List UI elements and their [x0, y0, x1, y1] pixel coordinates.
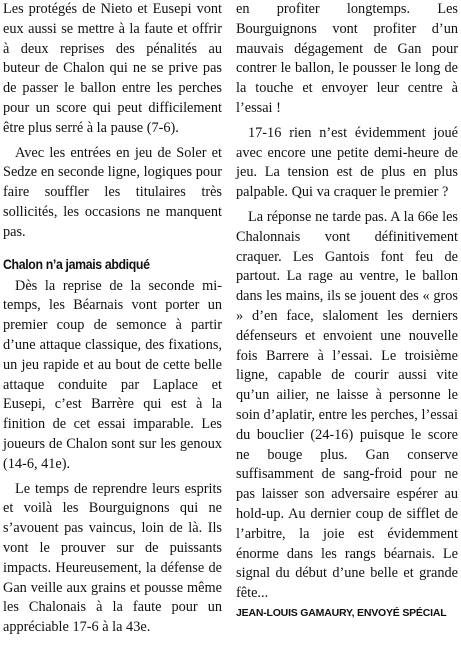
- paragraph: Les protégés de Nieto et Eusepi vont eux aussi se mettre à la faute et offrir à deux reprises des pénalités au buteur de Chalon qui ne se prive pas de passer le ballon entre les perches pour un score qui peut difficilement être plus serré à la pause (7-6).: [3, 1, 222, 136]
- paragraph: 17-16 rien n’est évidemment joué avec encore une petite demi-heure de jeu. La tension est de plus en plus palpable. Qui va craquer le premier ?: [236, 124, 458, 201]
- article-column-left: [3, 0, 222, 638]
- paragraph: La réponse ne tarde pas. A la 66e les Chalonnais vont définitivement craquer. Les Gantois font feu de partout. La rage au ventre, le ballon dans les mains, ils se jouent des « gros » d’en face, slaloment les derniers défenseurs et envoient une nouvelle fois Barrere à l’essai. Le troisième ligne, capable de courir aussi vite qu’un ailier, ne laisse à personne le soin d’aplatir, entre les perches, l’essai du bouclier (24-16) puisque le score ne bouge plus. Gan conserve suffisamment de sang-froid pour ne pas laisser son adversaire espérer au hold-up. Au dernier coup de sifflet de l’arbitre, la joie est évidemment énorme dans les rangs béarnais. Le signal du début d’une belle et grande fête...: [236, 208, 458, 602]
- author-byline: JEAN-LOUIS GAMAURY, ENVOYÉ SPÉCIAL: [236, 606, 447, 619]
- paragraph: Avec les entrées en jeu de Soler et Sedze en seconde ligne, logiques pour faire souffler les titulaires très sollicités, les occasions ne manquent pas.: [3, 144, 222, 240]
- paragraph: Dès la reprise de la seconde mi-temps, les Béarnais vont porter un premier coup de semonce à partir d’une attaque classique, des fixations, un jeu rapide et au bout de cette belle attaque conduite par Laplace et Eusepi, c’est Barrère qui est à la finition de cet essai imparable. Les joueurs de Chalon sont sur les genoux (14-6, 41e).: [3, 277, 222, 472]
- section-subheading: Chalon n’a jamais abdiqué: [3, 255, 150, 272]
- article-column-right: [236, 0, 458, 620]
- paragraph: en profiter longtemps. Les Bourguignons vont profiter d’un mauvais dégagement de Gan pour contrer le ballon, le pousser le long de la touche et envoyer leur centre à l’essai !: [236, 1, 458, 116]
- paragraph: Le temps de reprendre leurs esprits et voilà les Bourguignons qui ne s’avouent pas vaincus, loin de là. Ils vont le prouver sur de puissants impacts. Heureusement, la défense de Gan veille aux grains et pousse même les Chalonais à la faute pour un appréciable 17-6 à la 43e.: [3, 480, 222, 636]
